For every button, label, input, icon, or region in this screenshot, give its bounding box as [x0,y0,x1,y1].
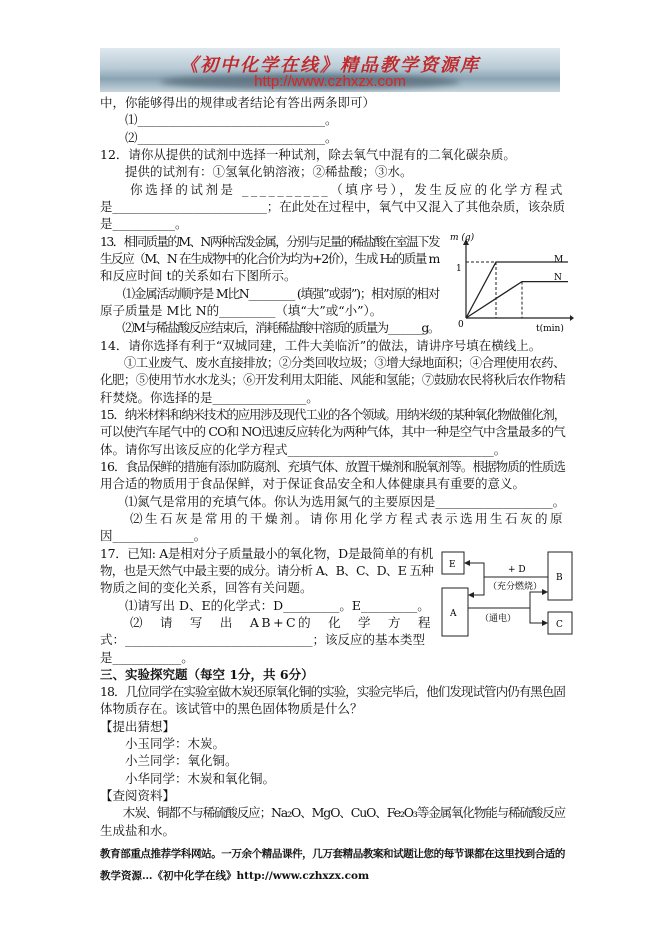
text-line [100,718,566,735]
text-segment: ①工业废气、废水直接排放；②分类回收垃圾；③增大绿地面积；④合理使用农药、 [100,354,565,370]
box-a-label: A [450,609,457,619]
text-segment: ⑵生石灰是常用的干燥剂。请你用化学方程式表示选用生石灰的原 [100,510,565,526]
text-line [100,163,566,180]
text-line [100,493,566,510]
text-line [100,94,566,111]
text-segment: 式：______________________________；该反应的基本类型 [100,632,426,648]
text-line [100,337,566,354]
plus-d-label: + D [508,565,526,575]
text-line [100,631,434,648]
series-m-label: M [554,255,564,265]
text-segment: 16．食品保鲜的措施有添加防腐剂、充填气体、放置干燥剂和脱氧剂等。根据物质的性质选 [100,458,565,474]
text-segment: 17．已知: A是相对分子质量最小的氧化物，D是最简单的有机 [100,545,433,561]
text-line [100,302,440,319]
banner-url[interactable]: http://www.czhxzx.com [254,73,406,90]
text-segment: 【查阅资料】 [100,788,176,804]
text-segment: 是__________。 [100,216,188,232]
arrow-to-c [530,608,547,623]
text-segment: 小华同学：木炭和氧化铜。 [100,770,276,786]
text-line [100,233,440,250]
text-line [100,389,566,406]
header-banner [100,48,560,92]
text-segment: 12．请你从提供的试剂中选择一种试剂，除去氧气中混有的二氧化碳杂质。 [100,146,516,162]
y-tick-1: 1 [456,264,462,274]
text-segment: 和反应时间 t的关系如右下图所示。 [100,268,297,284]
arrow-to-b [530,592,547,608]
text-segment: 提供的试剂有：①氢氧化钠溶液；②稀盐酸；③水。 [100,164,413,180]
text-segment: ⑴金属活动顺序是 M比N_________ (填强”或弱”)；相对原的相对 [100,285,440,301]
text-segment: ⑵M与稀盐酸反应结束后，消耗稀盐酸中溶质的质量为_______g。 [100,320,439,336]
text-line [100,458,566,475]
series-n-label: N [554,273,562,283]
text-line [100,198,566,215]
text-line [100,406,566,423]
x-axis-arrow-icon [570,315,574,321]
page-footer [100,843,566,887]
text-line [100,562,434,579]
text-segment: 因_____________。 [100,528,207,544]
text-line [100,371,566,388]
y-axis-label: m (g) [450,233,475,243]
text-segment: 小兰同学：氧化铜。 [100,753,238,769]
text-line [100,649,434,666]
text-segment: 可以使汽车尾气中的 CO和 NO迅速反应转化为两种气体，其中一种是空气中含量最多的气 [100,424,565,440]
electric-condition-label: （通电） [480,614,517,624]
text-segment: 体物质存在。该试管中的黑色固体物质是什么？ [100,701,363,717]
text-line [100,146,566,163]
box-e-label: E [449,560,456,570]
text-line [100,181,566,198]
text-line [100,111,566,128]
text-line [100,804,566,821]
text-line [100,752,566,769]
text-line [100,700,566,717]
text-segment: ⑴请写出 D、E的化学式：D_________。E_________。 [100,597,430,613]
text-segment: 是___________。 [100,649,194,665]
text-segment: 用合适的物质用于食品保鲜，对于保证食品安全和人体健康具有重要的意义。 [100,476,526,492]
text-segment: ⑴氮气是常用的充填气体。你认为选用氮气的主要原因是___________________。 [100,493,565,509]
text-segment: 化肥；⑤使用节水水龙头；⑥开发利用太阳能、风能和氢能；⑦鼓励农民将秋后农作物秸 [100,372,565,388]
text-line [100,129,566,146]
text-line [100,441,566,458]
text-segment: 你选择的试剂是 __________（填序号），发生反应的化学方程式 [100,181,565,197]
banner-title: 《初中化学在线》精品教学资源库 [180,55,480,76]
text-segment: 15．纳米材料和纳米技术的应用涉及现代工业的各个领域。用纳米级的某种氧化物做催化剂， [100,406,565,422]
text-line [100,735,566,752]
text-segment: 木炭、铜都不与稀硫酸反应；Na₂O、MgO、CuO、Fe₂O₃等金属氧化物能与稀硫酸反应 [100,805,565,821]
text-line [100,475,566,492]
text-line [100,597,434,614]
text-line [100,787,566,804]
text-segment: 物，也是天然气中最主要的成分。请分析 A、B、C、D、E 五种 [100,562,433,578]
text-line [100,267,440,284]
series-n-line [466,282,568,318]
text-segment: 是_________________________；在此处在过程中，氧气中又混入了其他杂质，该杂质 [100,198,565,214]
box-b-label: B [556,573,563,583]
text-segment: 18．几位同学在实验室做木炭还原氧化铜的实验，实验完毕后，他们发现试管内仍有黑色固 [100,684,565,700]
footer-row-1 [100,843,566,865]
text-segment: ⑴______________________________。 [100,112,338,128]
footer-line-2: 教学资源…《初中化学在线》http://www.czhxzx.com [100,870,370,882]
document-body [100,94,566,839]
text-line [100,614,434,631]
arrow-to-a [469,577,484,595]
arrow-to-e [465,563,484,577]
text-line [100,822,566,839]
text-segment: 13．相同质量的M、N两种活泼金属，分别与足量的稀盐酸在室温下发 [100,233,439,249]
text-line [100,527,566,544]
text-line [100,319,440,336]
text-segment: 生成盐和水。 [100,822,176,838]
text-segment: 【提出猜想】 [100,718,176,734]
text-segment: 14．请你选择有利于“双城同建，工件大美临沂”的做法，请讲序号填在横线上。 [100,337,542,353]
text-line [100,770,566,787]
origin-label: 0 [458,320,464,330]
text-line [100,545,434,562]
footer-row-2 [100,865,566,887]
text-line [100,666,566,683]
box-c-label: C [556,620,563,630]
text-segment: 中，你能够得出的规律或者结论有答出两条即可） [100,95,376,110]
text-line [100,510,566,527]
text-segment: 物质之间的变化关系，回答有关问题。 [100,580,313,596]
text-line [100,683,566,700]
text-segment: ⑵______________________________。 [100,129,338,145]
footer-line-1: 教育部重点推荐学科网站。一万余个精品课件，几万套精品教案和试题让您的每节课都在这里找到合适的 [100,848,565,860]
text-line [100,354,566,371]
text-line [100,579,434,596]
text-line [100,423,566,440]
burn-condition-label: （充分燃烧） [488,582,543,592]
text-line [100,285,440,302]
text-segment: ⑵ 请 写 出 AB+C的 化 学 方 程 [100,614,433,630]
text-segment: 三、实验探究题（每空 1分，共 6分） [100,666,314,682]
text-segment: 生反应（M、N 在生成物中的化合价为均为+2价），生成 H₂的质量 m [100,250,439,266]
text-line [100,250,440,267]
x-axis-label: t(min) [536,324,564,332]
text-segment: 小玉同学：木炭。 [100,736,226,752]
text-segment: 秆焚烧。你选择的是_______________。 [100,389,319,405]
substance-relation-diagram [440,548,580,638]
series-m-line [466,262,568,318]
mass-time-graph [448,230,574,332]
text-segment: 原子质量是 M比 N的_________（填“大”或“小”）。 [100,302,383,318]
text-segment: 体。请你写出该反应的化学方程式_________________________________。 [100,441,507,457]
